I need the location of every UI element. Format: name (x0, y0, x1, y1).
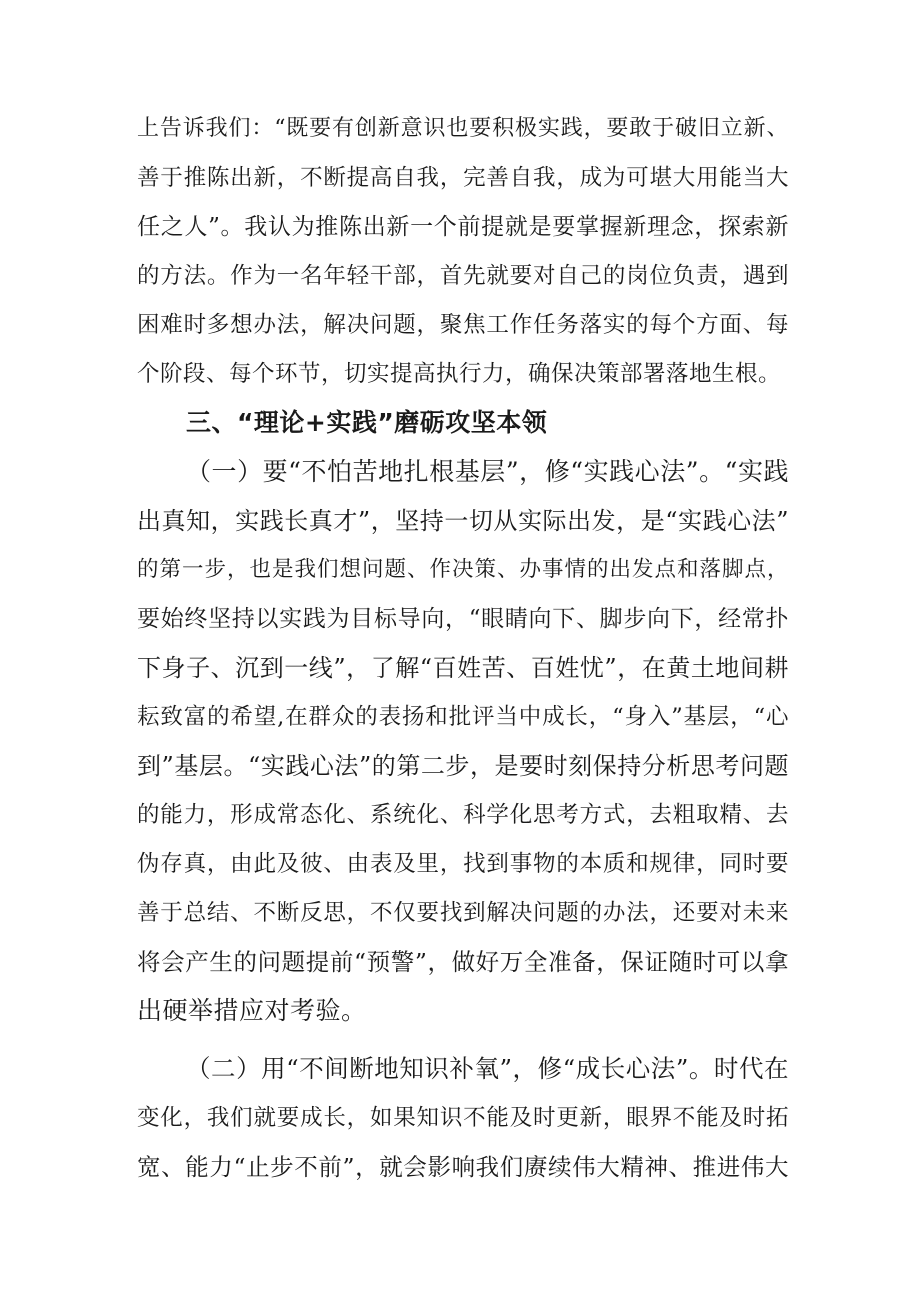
text-line: 宽、能力“止步不前”，就会影响我们赓续伟大精神、推进伟大 (137, 1153, 789, 1181)
paragraph-first-line: （二）用“不间断地知识补氧”，修“成长心法”。时代在 (186, 1054, 789, 1083)
text-line: 任之人”。我认为推陈出新一个前提就是要掌握新理念，探索新 (137, 214, 789, 240)
text-line: 下身子、沉到一线”，了解“百姓苦、百姓忧”，在黄土地间耕 (137, 654, 789, 682)
text-line: 善于总结、不断反思，不仅要找到解决问题的办法，还要对未来 (137, 900, 789, 926)
text-line: 上告诉我们：“既要有创新意识也要积极实践，要敢于破旧立新、 (137, 116, 789, 141)
text-line: 伪存真，由此及彼、由表及里，找到事物的本质和规律，同时要 (137, 851, 789, 877)
text-line: 善于推陈出新，不断提高自我，完善自我，成为可堪大用能当大 (137, 165, 789, 191)
section-heading: 三、“理论+实践”磨砺攻坚本领 (186, 408, 548, 437)
text-line: 变化，我们就要成长，如果知识不能及时更新，眼界不能及时拓 (137, 1105, 789, 1131)
text-line: 的第一步，也是我们想问题、作决策、办事情的出发点和落脚点， (137, 557, 789, 582)
text-line: 出真知，实践长真才”，坚持一切从实际出发，是“实践心法” (137, 507, 789, 535)
text-line: 困难时多想办法，解决问题，聚焦工作任务落实的每个方面、每 (137, 312, 789, 338)
text-line: 到”基层。“实践心法”的第二步，是要时刻保持分析思考问题 (137, 752, 789, 780)
text-line: 出硬举措应对考验。 (137, 996, 367, 1025)
text-line: 的方法。作为一名年轻干部，首先就要对自己的岗位负责，遇到 (137, 263, 789, 289)
text-line: 个阶段、每个环节，切实提高执行力，确保决策部署落地生根。 (137, 361, 782, 387)
text-line: 将会产生的问题提前“预警”，做好万全准备，保证随时可以拿 (137, 948, 789, 976)
text-line: 要始终坚持以实践为目标导向，“眼睛向下、脚步向下，经常扑 (137, 606, 789, 632)
text-line: 的能力，形成常态化、系统化、科学化思考方式，去粗取精、去 (137, 802, 789, 828)
text-line: 耘致富的希望,在群众的表扬和批评当中成长，“身入”基层，“心 (137, 704, 789, 730)
paragraph-first-line: （一）要“不怕苦地扎根基层”，修“实践心法”。“实践 (186, 457, 789, 486)
